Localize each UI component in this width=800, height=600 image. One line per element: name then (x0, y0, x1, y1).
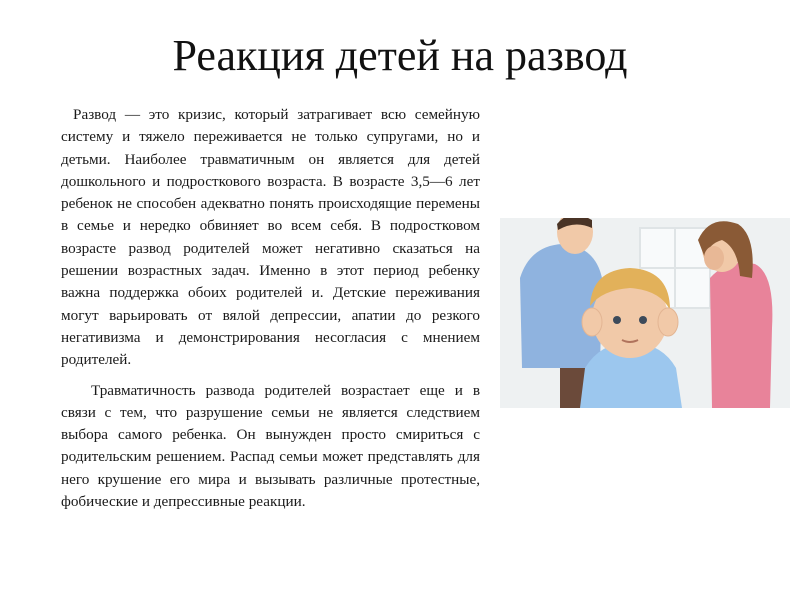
slide-title: Реакция детей на развод (172, 31, 628, 80)
family-photo (500, 218, 790, 408)
body-text (61, 104, 480, 513)
paragraph-1: Развод — это кризис, который затрагивает всю семейную систему и тяжело переживается не только супругами, но и детьми. Наиболее травматичным он является для детей дошкольного и подросткового возраста. В возрасте 3,5—6 лет ребенок не способен адекватно понять происходящие перемены в семье и нередко обвиняет во всем себя. В подростковом возрасте развод родителей может негативно сказаться на решении возрастных задач. Именно в этот период ребенку важна поддержка обоих родителей и. Детские переживания могут варьировать от вялой депрессии, апатии до резкого негативизма и демонстрирования несогласия с мнением родителей. (61, 106, 480, 369)
child-covering-ears-illustration (500, 218, 790, 408)
paragraph-2: Травматичность развода родителей возрастает еще и в связи с тем, что разрушение семьи не является следствием выбора самого ребенка. Он вынужден просто смириться с родительским решением. Распад семьи может представлять для него крушение его мира и вызывать различные протестные, фобические и депрессивные реакции. (61, 381, 480, 511)
